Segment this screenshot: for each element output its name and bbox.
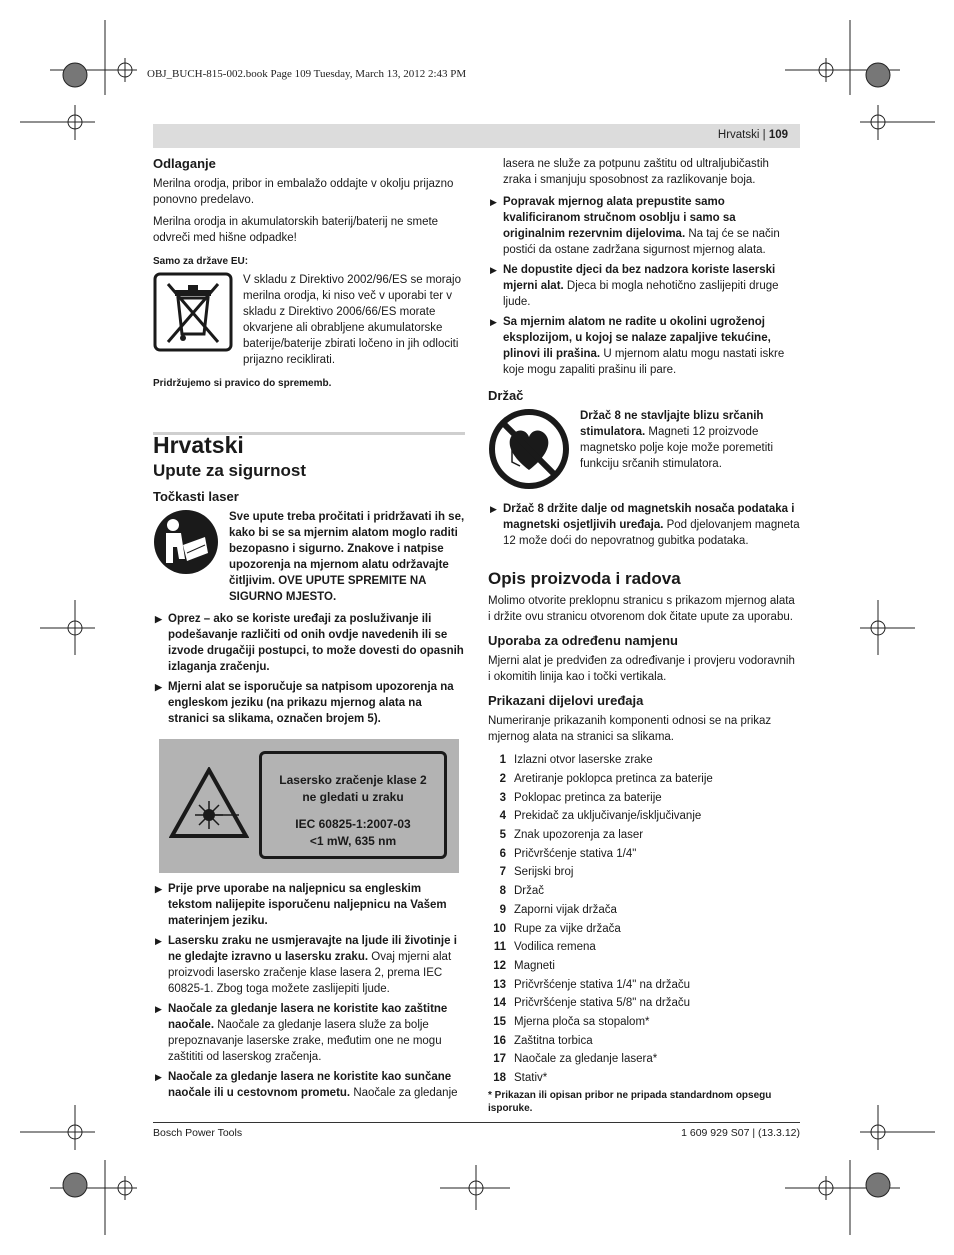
disposal-paragraph-1: Merilna orodja, pribor in embalažo oddajte v okolju prijazno ponovno predelavo. [153, 178, 454, 206]
page-header-bar [153, 124, 800, 148]
part-label: Mjerna ploča sa stopalom* [514, 1015, 650, 1028]
product-heading: Opis proizvoda i radova [488, 569, 681, 588]
safety-bullet-2: ▶ Mjerni alat se isporučuje sa natpisom upozorenja na engleskom jeziku (na prikazu mjernog alata na stranici sa slikama, označen brojem 5). [155, 681, 454, 725]
part-number: 4 [499, 810, 506, 823]
part-number: 17 [493, 1053, 506, 1066]
part-number: 10 [493, 922, 506, 935]
footer-rule [153, 1122, 800, 1123]
right-bullet-1: ▶ Popravak mjernog alata prepustite samo kvalificiranom stručnom osoblju i samo sa originalnim rezervnim dijelovima. Na taj će se način postići da ostane zadržana sigurnost mjernog alata. [490, 196, 780, 256]
arrow-icon: ▶ [155, 1004, 162, 1014]
part-number: 13 [493, 978, 506, 991]
page-number: 109 [768, 129, 788, 141]
header-language: Hrvatski [717, 129, 760, 141]
safety-bullet-6: ▶ Naočale za gledanje lasera ne koristite kao sunčane naočale ili u cestovnom prometu. Naočale za gledanje [155, 1071, 458, 1099]
part-label: Stativ* [514, 1072, 548, 1085]
parts-list-item [488, 751, 800, 770]
parts-list-item [488, 882, 800, 901]
safety-heading: Upute za sigurnost [153, 461, 307, 480]
part-label: Pričvršćenje stativa 1/4" na držaču [514, 978, 691, 991]
arrow-icon: ▶ [490, 317, 497, 327]
part-number: 5 [499, 829, 506, 842]
part-label: Izlazni otvor laserske zrake [514, 754, 653, 767]
parts-list-item [488, 863, 800, 882]
parts-list-item [488, 807, 800, 826]
laser-warning-label [159, 739, 459, 873]
part-number: 3 [499, 791, 506, 804]
part-number: 7 [499, 866, 506, 879]
usage-heading: Uporaba za određenu namjenu [488, 633, 678, 648]
eu-disposal-text: V skladu z Direktivo 2002/96/ES se morajo merilna orodja, ki niso več v uporabi ter v skladu z Direktivo 2006/66/ES morate okvarjene ali obrabljene akumulatorske baterije/baterije zbirati ločeno in jih odlociti prijazno reciklirati. [243, 274, 461, 366]
part-label: Pričvršćenje stativa 1/4" [514, 847, 637, 860]
parts-list-item [488, 770, 800, 789]
part-label: Aretiranje poklopca pretinca za baterije [514, 773, 713, 786]
parts-list-item [488, 994, 800, 1013]
arrow-icon: ▶ [155, 884, 162, 894]
read-instructions-block [153, 509, 465, 605]
parts-list-item [488, 788, 800, 807]
label-line-3: IEC 60825-1:2007-03 [295, 817, 411, 831]
parts-list-item [488, 975, 800, 994]
part-number: 14 [493, 997, 506, 1010]
parts-list-item [488, 901, 800, 920]
parts-list-item [488, 938, 800, 957]
parts-list-item [488, 1050, 800, 1069]
parts-list-item [488, 957, 800, 976]
no-pacemaker-icon [488, 408, 570, 495]
parts-intro: Numeriranje prikazanih komponenti odnosi se na prikaz mjernog alata na stranici sa slikama. [488, 715, 772, 743]
part-label: Rupe za vijke držača [514, 922, 621, 935]
right-bullet-3: ▶ Sa mjernim alatom ne radite u okolini ugroženoj eksplozijom, u kojoj se nalaze zapaljive tekućine, plinovi ili prašina. U mjernom alatu mogu nastati iskre koje mogu zapaliti prašinu ili pare. [490, 316, 785, 376]
footer-doc-number: 1 609 929 S07 | (13.3.12) [681, 1127, 800, 1139]
part-number: 11 [493, 941, 506, 954]
part-label: Zaštitna torbica [514, 1034, 593, 1047]
footnote: * Prikazan ili opisan pribor ne pripada standardnom opsegu isporuke. [488, 1090, 772, 1115]
part-number: 8 [499, 885, 506, 898]
part-label: Zaporni vijak držača [514, 903, 617, 916]
print-info-line: OBJ_BUCH-815-002.book Page 109 Tuesday, March 13, 2012 2:43 PM [147, 68, 467, 80]
label-line-4: <1 mW, 635 nm [309, 834, 397, 848]
right-bullet-4: ▶ Držač 8 držite dalje od magnetskih nosača podataka i magnetski osjetljivih uređaja. Pod djelovanjem magneta 12 može doći do nepovratnog gubitka podataka. [490, 503, 800, 547]
holder-warning-text: Držač 8 ne stavljajte blizu srčanih stimulatora. Magneti 12 proizvode magnetsko polje koje može poremetiti funkciju srčanih stimulatora. [580, 410, 774, 470]
disposal-heading: Odlaganje [153, 156, 216, 171]
arrow-icon: ▶ [490, 197, 497, 207]
part-number: 9 [499, 903, 506, 916]
part-label: Poklopac pretinca za baterije [514, 791, 662, 804]
part-number: 6 [499, 847, 506, 860]
part-label: Prekidač za uključivanje/isključivanje [514, 810, 702, 823]
part-number: 2 [499, 773, 506, 786]
part-label: Vodilica remena [514, 941, 596, 954]
safety-bullet-5: ▶ Naočale za gledanje lasera ne koristite kao zaštitne naočale. Naočale za gledanje lasera služe za bolje prepoznavanje laserske zrake, međutim one ne mogu zaštititi od laserskog zračenja. [155, 1003, 448, 1063]
continued-text: lasera ne služe za potpunu zaštitu od ultraljubičastih zraka i smanjuju sposobnost za razlikovanje boja. [503, 158, 769, 186]
page-header-text [718, 129, 788, 141]
parts-list [488, 751, 800, 1087]
arrow-icon: ▶ [155, 1072, 162, 1082]
safety-bullet-1: ▶ Oprez – ako se koriste uređaji za posluživanje ili podešavanje različiti od onih ovdje navedenih ili se izvode drugačiji postupci, to može dovesti do opasnih izlaganja zračenju. [155, 613, 464, 673]
right-bullet-2: ▶ Ne dopustite djeci da bez nadzora koriste laserski mjerni alat. Djeca bi mogla nehotično zaslijepiti druge ljude. [490, 264, 779, 308]
language-title: Hrvatski [153, 432, 244, 458]
part-number: 1 [499, 754, 506, 767]
read-manual-icon [153, 509, 219, 605]
safety-bullet-3: ▶ Prije prve uporabe na naljepnicu sa engleskim tekstom nalijepite isporučenu naljepnicu na Vašem materinjem jeziku. [155, 883, 447, 927]
part-number: 16 [493, 1034, 506, 1047]
part-label: Pričvršćenje stativa 5/8" na držaču [514, 997, 691, 1010]
parts-heading: Prikazani dijelovi uređaja [488, 693, 644, 708]
eu-only-label: Samo za države EU: [153, 256, 249, 267]
holder-warning-block [488, 408, 800, 495]
laser-heading: Točkasti laser [153, 489, 239, 504]
header-separator: | [759, 129, 769, 141]
parts-list-item [488, 1031, 800, 1050]
parts-list-item [488, 844, 800, 863]
eu-disposal-block [153, 272, 465, 368]
arrow-icon: ▶ [490, 265, 497, 275]
parts-list-item [488, 826, 800, 845]
arrow-icon: ▶ [155, 682, 162, 692]
part-label: Magneti [514, 959, 555, 972]
laser-label-panel [259, 751, 447, 859]
part-label: Držač [514, 885, 545, 898]
crossed-bin-icon [153, 272, 233, 368]
left-column [153, 156, 465, 1105]
disposal-paragraph-2: Merilna orodja in akumulatorskih baterij/baterij ne smete odvreči med hišne odpadke! [153, 216, 439, 244]
reserve-note: Pridržujemo si pravico do sprememb. [153, 378, 332, 389]
label-line-1: Lasersko zračenje klase 2 [279, 773, 427, 787]
safety-bullet-4: ▶ Lasersku zraku ne usmjeravajte na ljude ili životinje i ne gledajte izravno u lasersku zraku. Ovaj mjerni alat proizvodi lasersko zračenje klase lasera 2, prema IEC 60825-1. Zbog toga možete zaslijepiti ljude. [155, 935, 457, 995]
footer-brand: Bosch Power Tools [153, 1127, 243, 1139]
right-column [488, 156, 800, 1115]
part-label: Naočale za gledanje lasera* [514, 1053, 658, 1066]
part-number: 18 [493, 1072, 506, 1085]
parts-list-item [488, 1069, 800, 1088]
arrow-icon: ▶ [155, 936, 162, 946]
part-number: 15 [493, 1015, 506, 1028]
parts-list-item [488, 1013, 800, 1032]
holder-heading: Držač [488, 388, 524, 403]
part-label: Znak upozorenja za laser [514, 829, 644, 842]
arrow-icon: ▶ [155, 614, 162, 624]
parts-list-item [488, 919, 800, 938]
label-line-2: ne gledati u zraku [302, 790, 404, 804]
usage-text: Mjerni alat je predviđen za određivanje i provjeru vodoravnih i okomitih linija kao i točki vertikala. [488, 655, 795, 683]
part-number: 12 [493, 959, 506, 972]
product-text: Molimo otvorite preklopnu stranicu s prikazom mjernog alata i držite ovu stranicu otvorenom dok čitate upute za uporabu. [488, 595, 795, 623]
laser-warning-triangle-icon [169, 767, 249, 839]
part-label: Serijski broj [514, 866, 574, 879]
arrow-icon: ▶ [490, 504, 497, 514]
read-instructions-text: Sve upute treba pročitati i pridržavati ih se, kako bi se sa mjernim alatom moglo raditi bezopasno i sigurno. Znakove i natpise upozorenja na mjernom alatu održavajte čitljivim. OVE UPUTE SPREMITE NA SIGURNO MJESTO. [229, 511, 465, 603]
